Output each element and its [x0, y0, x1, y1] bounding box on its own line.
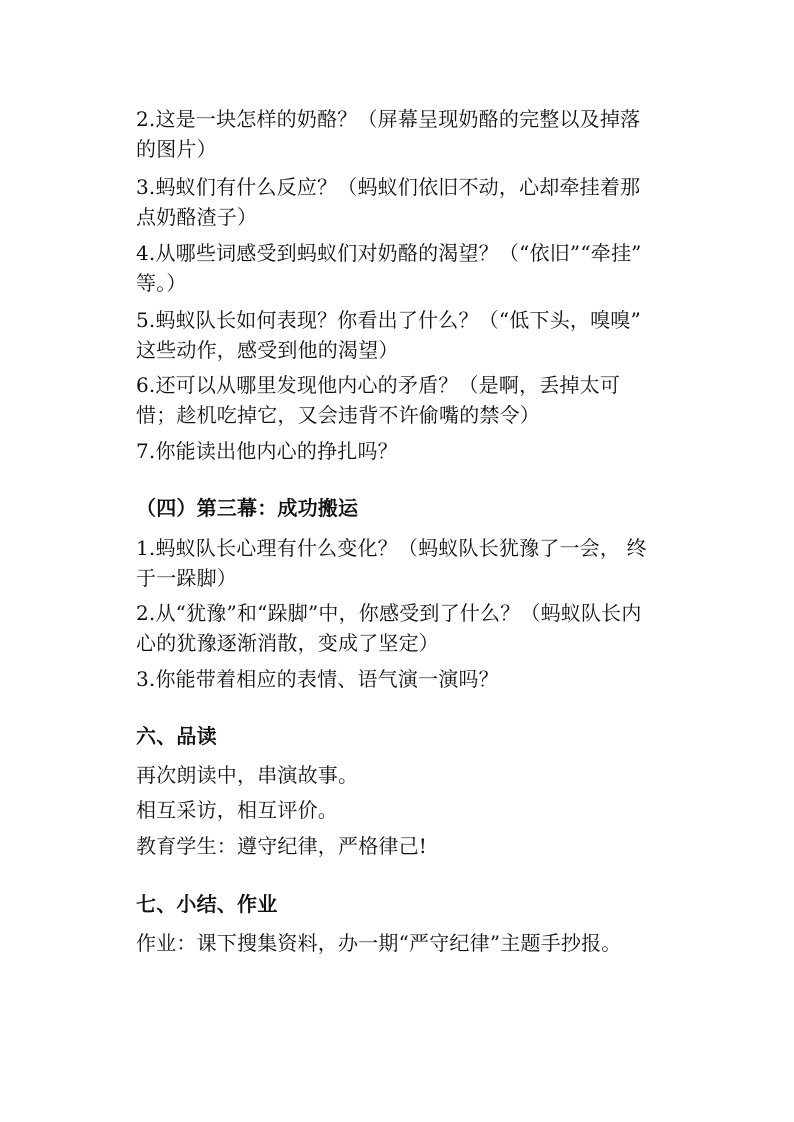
s4-item-3-line-1: 3.你能带着相应的表情、语气演一演吗？: [136, 667, 499, 691]
item-6-line-2: 惜；趁机吃掉它，又会违背不许偷嘴的禁令）: [136, 403, 540, 427]
item-4-line-2: 等。）: [136, 271, 187, 295]
s4-item-1-line-2: 于一跺脚）: [136, 566, 237, 590]
s7-line-1: 作业：课下搜集资料，办一期“严守纪律”主题手抄报。: [136, 931, 622, 955]
item-7-line-1: 7.你能读出他内心的挣扎吗？: [136, 439, 398, 463]
s4-item-1-line-1: 1.蚂蚁队长心理有什么变化？（蚂蚁队长犹豫了一会， 终: [136, 536, 647, 560]
item-2-line-2: 的图片）: [136, 137, 217, 161]
item-4-line-1: 4.从哪些词感受到蚂蚁们对奶酪的渴望？（“依旧”“牵挂”: [136, 241, 642, 265]
item-5-line-1: 5.蚂蚁队长如何表现？你看出了什么？（“低下头，嗅嗅”: [136, 308, 641, 332]
s4-item-2-line-2: 心的犹豫逐渐消散，变成了坚定）: [136, 631, 439, 655]
item-3-line-2: 点奶酪渣子）: [136, 205, 258, 229]
section-6-heading: 六、品读: [136, 724, 217, 748]
s6-line-1: 再次朗读中，串演故事。: [136, 763, 359, 787]
section-7-heading: 七、小结、作业: [136, 892, 278, 916]
item-3-line-1: 3.蚂蚁们有什么反应？（蚂蚁们依旧不动，心却牵挂着那: [136, 175, 641, 199]
s6-line-2: 相互采访，相互评价。: [136, 798, 338, 822]
item-6-line-1: 6.还可以从哪里发现他内心的矛盾？（是啊，丢掉太可: [136, 373, 621, 397]
item-5-line-2: 这些动作，感受到他的渴望）: [136, 338, 399, 362]
section-4-heading: （四）第三幕：成功搬运: [136, 496, 359, 520]
s6-line-3: 教育学生：遵守纪律，严格律己!: [136, 834, 428, 858]
item-2-line-1: 2.这是一块怎样的奶酪？（屏幕呈现奶酪的完整以及掉落: [136, 107, 641, 131]
s4-item-2-line-1: 2.从“犹豫”和“跺脚”中，你感受到了什么？（蚂蚁队长内: [136, 601, 642, 625]
